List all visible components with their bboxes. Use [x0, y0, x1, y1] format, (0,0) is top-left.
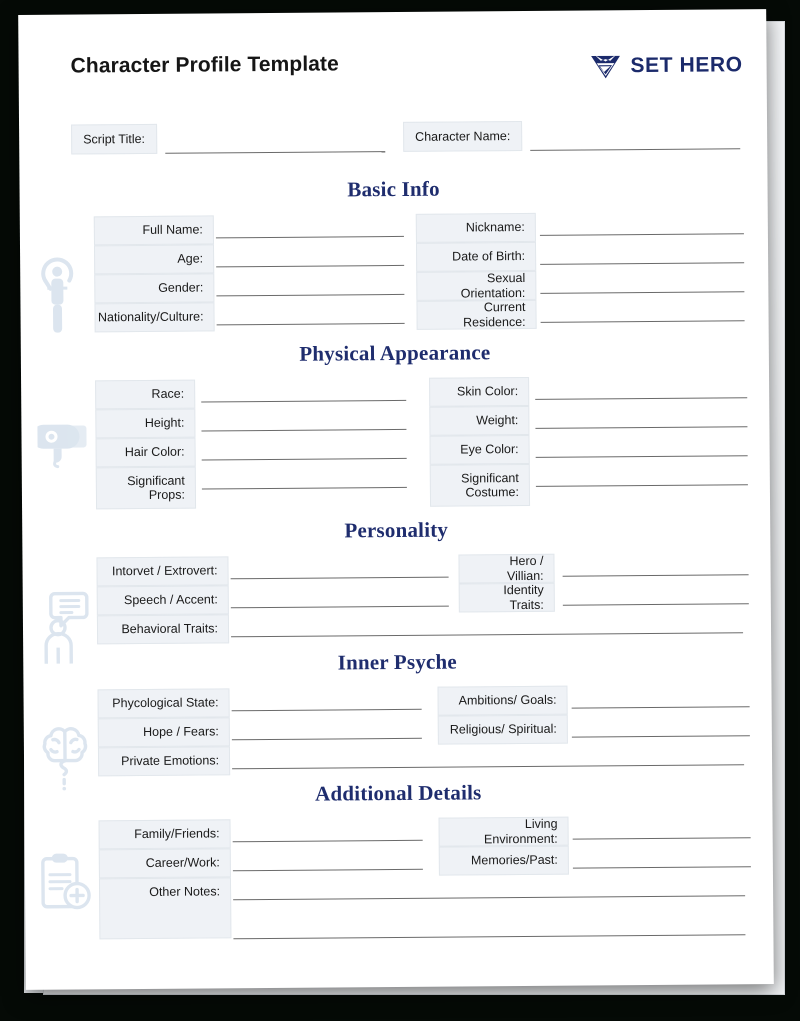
field-input-line[interactable] [232, 738, 422, 740]
field-label: Religious/ Spiritual: [449, 722, 557, 737]
field-label: Private Emotions: [121, 753, 220, 769]
field-input-line[interactable] [232, 764, 744, 769]
field-input-line[interactable] [541, 320, 745, 323]
field-label: Family/Friends: [134, 826, 220, 842]
document-sheet [18, 9, 774, 990]
field-label: Identity Traits: [503, 582, 544, 612]
field-label: Race: [151, 386, 185, 402]
field-label: Memories/Past: [470, 853, 558, 868]
field-input-line[interactable] [535, 426, 747, 429]
page-title: Character Profile Template [70, 52, 339, 78]
field-label: Nickname: [465, 220, 525, 235]
field-label: Character Name: [403, 121, 522, 152]
field-input-line[interactable] [202, 487, 407, 490]
field-input-line-overflow[interactable] [233, 934, 745, 939]
field-label-box [97, 688, 229, 718]
field-label-box [416, 242, 536, 272]
section-title: Inner Psyche [337, 649, 457, 675]
top-fields-row [19, 119, 767, 161]
section-title: Additional Details [315, 780, 482, 806]
field-input-line[interactable] [216, 265, 404, 267]
field-input-line[interactable] [540, 233, 744, 236]
document-header [18, 49, 766, 107]
field-label-box [96, 438, 196, 468]
field-label: Ambitions/ Goals: [458, 693, 557, 708]
field-label-box [97, 614, 229, 644]
field-input-line[interactable] [536, 455, 748, 458]
document-page [18, 9, 774, 990]
field-input-line[interactable] [216, 294, 404, 296]
field-label: Script Title: [71, 124, 157, 155]
hair-dryer-icon [37, 410, 89, 468]
field-label: Career/Work: [145, 855, 220, 871]
field-label-box [430, 435, 530, 465]
field-input-line[interactable] [563, 603, 749, 605]
person-id-badge-icon [34, 244, 81, 340]
field-label: Speech / Accent: [123, 592, 218, 608]
section-body [20, 211, 769, 333]
field-label-box [99, 819, 231, 849]
field-label: Significant Costume: [461, 470, 520, 500]
field-label-box [430, 464, 530, 507]
field-input-line[interactable] [573, 837, 751, 839]
field-label: Phycological State: [112, 695, 219, 711]
field-input-line[interactable] [540, 262, 744, 265]
field-input-line[interactable] [217, 323, 405, 325]
field-input-line[interactable] [233, 895, 745, 900]
field-label-box [438, 715, 568, 745]
field-input-line[interactable] [535, 397, 747, 400]
field-label: Living Environment: [483, 816, 558, 846]
section-body [23, 684, 772, 777]
field-input-line[interactable] [573, 866, 751, 868]
field-input-line[interactable] [201, 400, 406, 403]
section-title: Basic Info [347, 176, 440, 202]
field-label: Hope / Fears: [143, 724, 219, 740]
field-label: Hair Color: [124, 444, 185, 460]
section-inner-psyche [23, 647, 772, 777]
field-label-box [95, 380, 195, 410]
field-input-line[interactable] [233, 840, 423, 842]
field-input-line[interactable] [536, 484, 748, 487]
field-label-box [99, 877, 231, 939]
field-label-box [416, 213, 536, 243]
field-input-line[interactable] [572, 706, 750, 708]
brand-name: SET HERO [630, 53, 743, 78]
field-character-name[interactable] [403, 119, 740, 152]
field-label: Height: [144, 415, 185, 431]
field-label-box [98, 746, 230, 776]
field-label: Full Name: [142, 222, 203, 238]
field-label-box [95, 409, 195, 439]
field-input-line[interactable] [231, 606, 449, 609]
field-input-line[interactable] [216, 236, 404, 238]
field-label-box [99, 848, 231, 878]
field-label: Date of Birth: [452, 249, 526, 264]
field-label: Other Notes: [149, 884, 221, 899]
field-label: Significant Props: [127, 473, 186, 502]
field-label-box [98, 717, 230, 747]
field-input-line[interactable] [572, 735, 750, 737]
field-label: Current Residence: [463, 300, 526, 329]
field-label-box [94, 273, 214, 303]
field-input-line[interactable] [201, 429, 406, 432]
field-label: Nationality/Culture: [97, 309, 204, 325]
field-input-line[interactable] [530, 126, 740, 151]
section-title: Physical Appearance [299, 340, 491, 366]
section-basic-info [19, 174, 768, 333]
field-input-line[interactable] [540, 291, 744, 294]
field-label-box [416, 300, 536, 330]
field-script-title[interactable] [71, 122, 385, 154]
field-label: Skin Color: [456, 384, 519, 399]
field-label: Eye Color: [460, 442, 519, 457]
field-input-line[interactable] [165, 129, 385, 154]
diamond-gem-icon [589, 52, 621, 80]
section-body [22, 552, 771, 645]
field-label-box [94, 302, 214, 332]
field-label-box [96, 556, 228, 586]
field-label-box [94, 244, 214, 274]
field-label: Age: [177, 251, 204, 267]
field-input-line[interactable] [232, 709, 422, 711]
field-label-box [97, 585, 229, 615]
section-physical-appearance [21, 338, 770, 510]
field-label: Intorvet / Extrovert: [111, 563, 218, 579]
section-title: Personality [344, 517, 449, 543]
section-additional-details [24, 778, 773, 940]
field-label-box [458, 554, 554, 584]
field-label-box [439, 846, 569, 876]
field-label-box [94, 215, 214, 245]
field-label: Behavioral Traits: [121, 621, 219, 637]
field-label: Gender: [158, 280, 204, 296]
clipboard-plus-icon [39, 850, 92, 916]
section-body [25, 815, 774, 940]
field-label-box [439, 817, 569, 847]
field-input-line[interactable] [202, 458, 407, 461]
field-label-box [437, 686, 567, 716]
section-personality [22, 515, 771, 645]
field-label: Sexual Orientation: [460, 271, 526, 300]
field-label-box [96, 467, 196, 510]
field-input-line[interactable] [563, 574, 749, 576]
field-label: Hero / Villian: [506, 553, 544, 583]
field-label-box [459, 583, 555, 613]
field-label-box [429, 377, 529, 407]
field-input-line[interactable] [233, 869, 423, 871]
field-label-box [429, 406, 529, 436]
field-input-line[interactable] [231, 632, 743, 637]
field-label-box [416, 271, 536, 301]
field-label: Weight: [476, 413, 519, 428]
brand-logo [589, 51, 742, 80]
field-input-line[interactable] [231, 577, 449, 580]
section-body [21, 375, 770, 510]
